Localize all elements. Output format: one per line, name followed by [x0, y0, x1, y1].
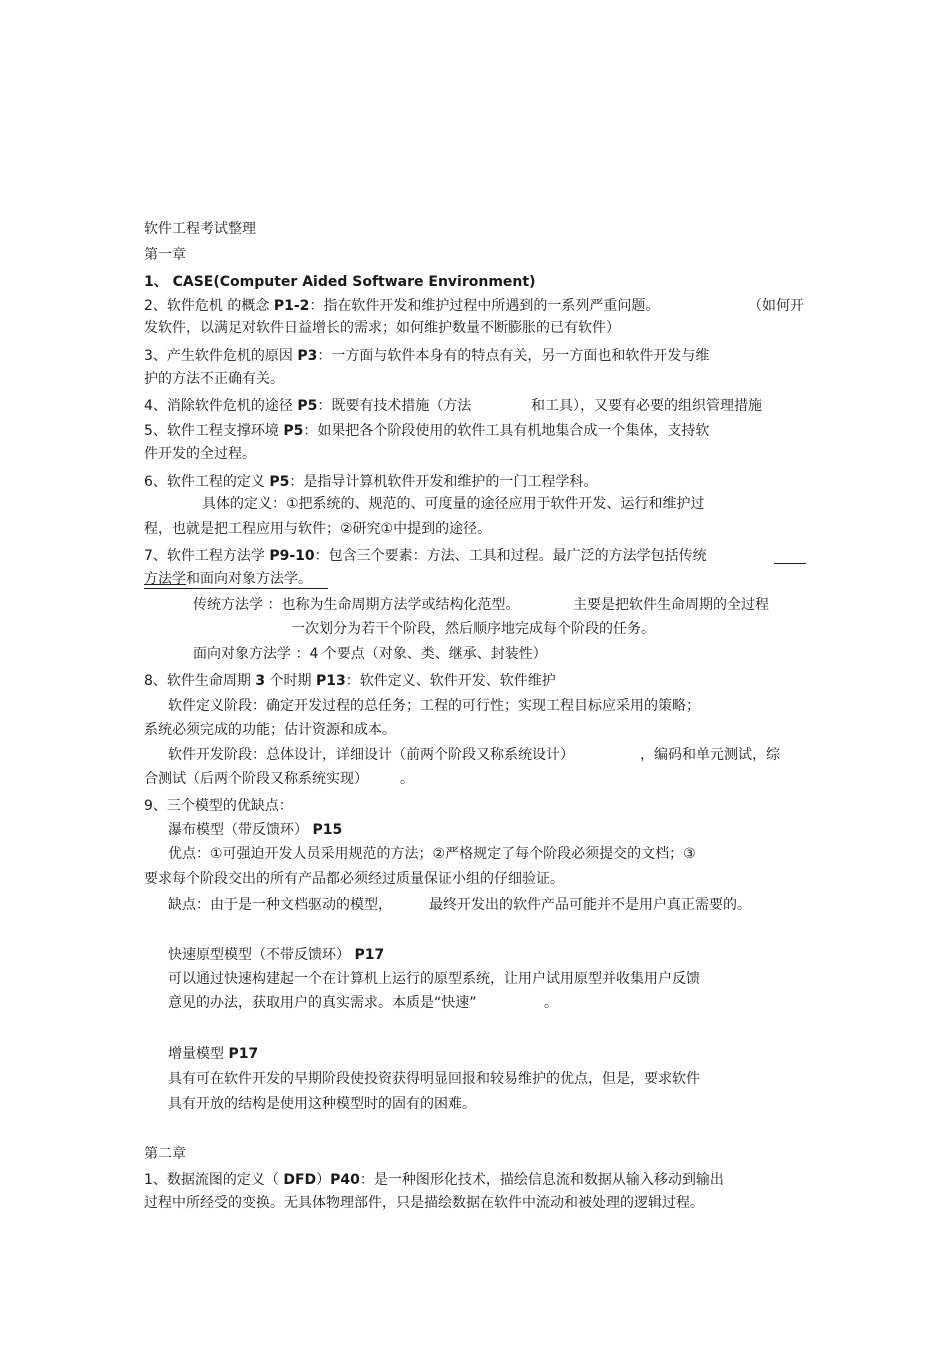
item-8-text: ：软件定义、软件开发、软件维护	[345, 673, 556, 689]
page-ref: P5	[269, 474, 290, 490]
ch2-item-1-label: 1、数据流图的定义（	[144, 1172, 284, 1188]
item-4-text: ：既要有技术措施（方法	[317, 398, 472, 414]
item-4-label: 4、消除软件危机的途径	[144, 398, 298, 414]
item-3-text: ：一方面与软件本身有的特点有关，另一方面也和软件开发与维	[317, 348, 710, 364]
waterfall-advantages: 优点：①可强迫开发人员采用规范的方法；②严格规定了每个阶段必须提交的文档；③	[168, 846, 696, 862]
underlined-term: 方法学	[144, 571, 186, 587]
waterfall-advantages-continuation: 要求每个阶段交出的所有产品都必须经过质量保证小组的仔细验证。	[144, 871, 564, 887]
item-9-line: 9、三个模型的优缺点：	[144, 798, 293, 814]
page-ref: P13	[316, 673, 346, 689]
waterfall-disadvantages-tail: 最终开发出的软件产品可能并不是用户真正需要的。	[429, 897, 751, 913]
item-6-label: 6、软件工程的定义	[144, 474, 270, 490]
incremental-model-label: 增量模型	[168, 1046, 229, 1062]
item-7-line	[144, 547, 707, 565]
definition-phase-line: 软件定义阶段：确定开发过程的总任务；工程的可行性；实现工程目标应采用的策略；	[168, 698, 700, 714]
definition-phase-continuation: 系统必须完成的功能；估计资源和成本。	[144, 722, 396, 738]
development-phase-text-tail: ，编码和单元测试，综	[640, 747, 780, 763]
item-3-continuation: 护的方法不正确有关。	[144, 371, 284, 387]
item-4-line	[144, 397, 471, 415]
development-phase-line: 软件开发阶段：总体设计，详细设计（前两个阶段又称系统设计）	[168, 747, 574, 763]
item-4-text-tail: 和工具），又要有必要的组织管理措施	[531, 398, 762, 414]
page-ref: P17	[228, 1046, 259, 1062]
item-5-text: ：如果把各个阶段使用的软件工具有机地集合成一个集体，支持软	[303, 423, 710, 439]
item-8-label-suffix: 个时期	[265, 673, 317, 689]
ch2-item-1-bracket: ）	[316, 1172, 331, 1188]
page-ref: P17	[354, 947, 385, 963]
prototype-model-text: 可以通过快速构建起一个在计算机上运行的原型系统，让用户试用原型并收集用户反馈	[168, 971, 700, 987]
page-ref: P5	[297, 398, 318, 414]
traditional-method-continuation: 一次划分为若干个阶段，然后顺序地完成每个阶段的任务。	[291, 621, 655, 637]
item-5-line	[144, 422, 709, 440]
abbreviation: DFD	[283, 1172, 317, 1188]
waterfall-disadvantages: 缺点：由于是一种文档驱动的模型，	[168, 897, 392, 913]
development-phase-continuation: 合测试（后两个阶段又称系统实现）	[144, 771, 368, 787]
item-8-line	[144, 672, 556, 690]
page-ref: P3	[297, 348, 318, 364]
item-7-label: 7、软件工程方法学	[144, 548, 270, 564]
item-6-detail: 具体的定义：①把系统的、规范的、可度量的途径应用于软件开发、运行和维护过	[202, 496, 705, 512]
sentence-end: 。	[544, 995, 558, 1011]
page-ref: P15	[312, 822, 343, 838]
item-7-continuation	[144, 570, 312, 588]
waterfall-model-label: 瀑布模型（带反馈环）	[168, 822, 313, 838]
page-ref: P5	[283, 423, 304, 439]
sentence-end: 。	[400, 771, 414, 787]
chapter-heading: 第一章	[144, 247, 186, 263]
item-3-label: 3、产生软件危机的原因	[144, 348, 298, 364]
underline-rule	[774, 563, 806, 564]
ch2-item-1-continuation: 过程中所经受的变换。无具体物理部件，只是描绘数据在软件中流动和被处理的逻辑过程。	[144, 1195, 704, 1211]
traditional-method-text-tail: 主要是把软件生命周期的全过程	[573, 597, 769, 613]
item-5-continuation: 件开发的全过程。	[144, 446, 256, 462]
incremental-model-heading	[168, 1045, 258, 1063]
item-8-label: 8、软件生命周期	[144, 673, 256, 689]
oo-method-line: 面向对象方法学 ：4 个要点（对象、类、继承、封装性）	[193, 646, 547, 662]
page-ref: P9-10	[269, 548, 315, 564]
item-3-line	[144, 347, 709, 365]
underline-rule	[144, 588, 328, 589]
chapter-heading: 第二章	[144, 1146, 186, 1162]
page-ref: P1-2	[273, 298, 310, 314]
item-5-label: 5、软件工程支撑环境	[144, 423, 284, 439]
incremental-model-text: 具有可在软件开发的早期阶段使投资获得明显回报和较易维护的优点，但是，要求软件	[168, 1071, 700, 1087]
item-6-continuation: 程，也就是把工程应用与软件；②研究①中提到的途径。	[144, 521, 492, 537]
waterfall-model-heading	[168, 821, 342, 839]
prototype-model-continuation: 意见的办法，获取用户的真实需求。本质是“快速”	[168, 995, 477, 1011]
item-7-text-tail: 和面向对象方法学。	[186, 571, 312, 587]
item-2-label: 2、软件危机 的概念	[144, 298, 274, 314]
item-1: 1、 CASE(Computer Aided Software Environment)	[144, 274, 536, 290]
traditional-method-line: 传统方法学 ：也称为生命周期方法学或结构化范型。	[193, 597, 520, 613]
ch2-item-1-line	[144, 1171, 724, 1189]
item-6-text: ：是指导计算机软件开发和维护的一门工程学科。	[289, 474, 598, 490]
page-ref: P40	[330, 1172, 360, 1188]
prototype-model-heading	[168, 946, 384, 964]
document-title: 软件工程考试整理	[144, 221, 256, 237]
prototype-model-label: 快速原型模型（不带反馈环）	[168, 947, 355, 963]
item-7-text: ：包含三个要素：方法、工具和过程。最广泛的方法学包括传统	[314, 548, 707, 564]
incremental-model-continuation: 具有开放的结构是使用这种模型时的固有的困难。	[168, 1096, 476, 1112]
item-2-text-tail: （如何开	[748, 298, 804, 314]
period-count: 3	[255, 673, 266, 689]
item-2-continuation: 发软件，以满足对软件日益增长的需求；如何维护数量不断膨胀的已有软件）	[144, 320, 620, 336]
item-6-line	[144, 473, 597, 491]
item-2-line	[144, 297, 659, 315]
ch2-item-1-text: ：是一种图形化技术，描绘信息流和数据从输入移动到输出	[359, 1172, 724, 1188]
item-2-text: ：指在软件开发和维护过程中所遇到的一系列严重问题。	[309, 298, 660, 314]
